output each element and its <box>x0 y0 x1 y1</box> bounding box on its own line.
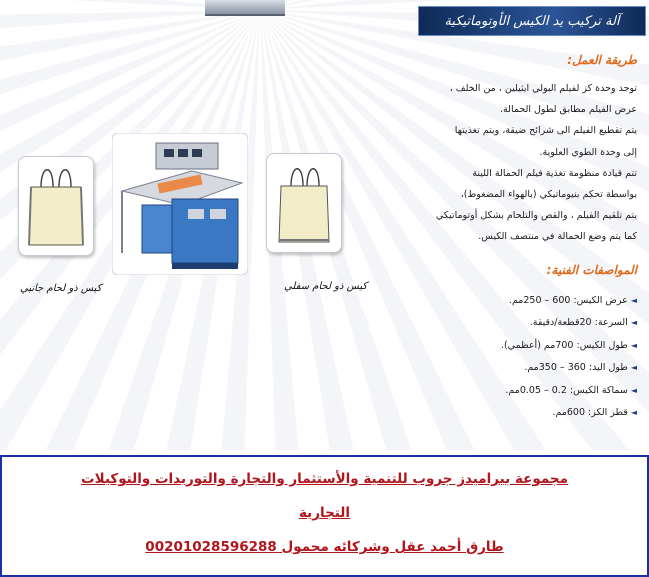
specs-list <box>407 290 637 424</box>
bottom-seal-bag-image <box>266 153 342 253</box>
spec-item <box>407 380 637 402</box>
bullet-icon: ◄ <box>630 385 637 395</box>
machine-icon <box>112 133 248 275</box>
specs-heading: المواصفات الفنية: <box>546 263 637 277</box>
method-text <box>337 78 637 248</box>
method-line: يتم تلقيم الفيلم ، والقص والتلحام بشكل أوتوماتيكي <box>435 210 637 222</box>
spec-item <box>407 357 637 379</box>
company-name: مجموعة بيراميدز جروب للتنمية والأستثمار والتجارة والتوريدات والتوكيلات <box>81 471 568 487</box>
side-seal-caption: كيس ذو لحام جانبي <box>20 283 102 294</box>
spec-item <box>407 402 637 424</box>
footer-contact-box <box>0 455 649 577</box>
spec-text: السرعة: 20قطعة/دقيقة. <box>529 317 628 329</box>
spec-item <box>407 335 637 357</box>
bullet-icon: ◄ <box>630 318 637 328</box>
company-name-continued: التجارية <box>298 505 351 521</box>
machine-image <box>112 133 248 275</box>
method-line: توجد وحدة كز لفيلم البولي ايثيلين ، من الخلف ، <box>449 83 637 94</box>
spec-item <box>407 312 637 334</box>
bullet-icon: ◄ <box>630 363 637 373</box>
method-line: عرض الفيلم مطابق لطول الحمالة. <box>499 104 637 116</box>
bottom-seal-caption: كيس ذو لحام سفلي <box>284 281 368 292</box>
method-heading: طريقة العمل: <box>567 53 637 67</box>
bullet-icon: ◄ <box>630 296 637 305</box>
method-line: يتم تقطيع الفيلم الى شرائح ضيقة، ويتم تغذيتها <box>454 125 637 137</box>
bag-icon <box>19 157 93 255</box>
spec-text: عرض الكيس: 600 – 250مم. <box>508 295 628 306</box>
bag-icon <box>267 154 341 252</box>
contact-line: طارق أحمد عقل وشركائه محمول 00201028596288 <box>145 539 504 555</box>
machine-top-fragment <box>205 0 285 16</box>
page-title: آلة تركيب يد الكيس الأوتوماتيكية <box>418 6 646 36</box>
bullet-icon: ◄ <box>630 340 637 350</box>
method-line: إلى وحدة الطوي العلوية. <box>539 146 637 158</box>
method-line: بواسطة تحكم بنيوماتيكي (بالهواء المضغوط)، <box>460 189 637 201</box>
bullet-icon: ◄ <box>630 408 637 418</box>
spec-text: طول اليد: 360 – 350مم. <box>524 362 628 374</box>
side-seal-bag-image <box>18 156 94 256</box>
spec-text: سماكة الكيس: 0.2 – 0.05مم. <box>505 384 628 396</box>
spec-text: قطر الكز: 600مم. <box>552 407 628 419</box>
method-line: كما يتم وضع الحمالة في منتصف الكيس. <box>478 231 637 243</box>
method-line: تتم قيادة منظومة تغذية فيلم الحمالة اللينة <box>472 167 637 179</box>
spec-text: طول الكيس: 700مم (أعظمي). <box>500 339 628 351</box>
spec-item <box>407 290 637 312</box>
